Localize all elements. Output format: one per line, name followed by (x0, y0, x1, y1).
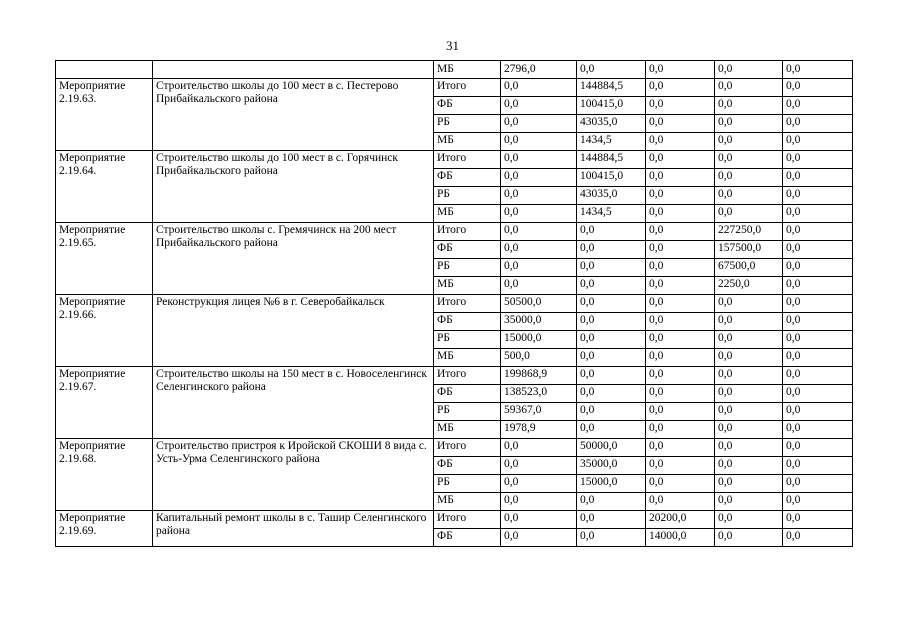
value-cell: 67500,0 (715, 259, 783, 277)
value-cell: 0,0 (715, 79, 783, 97)
value-cell: 0,0 (646, 403, 715, 421)
value-cell: 43035,0 (577, 187, 646, 205)
value-cell: 0,0 (501, 241, 577, 259)
table-row (56, 61, 853, 79)
value-cell: 0,0 (646, 349, 715, 367)
value-cell: 0,0 (715, 331, 783, 349)
value-cell: 0,0 (715, 457, 783, 475)
value-cell: 0,0 (501, 97, 577, 115)
funding-source-cell: Итого (434, 295, 501, 313)
value-cell: 0,0 (577, 295, 646, 313)
value-cell: 0,0 (783, 133, 853, 151)
funding-source-cell: Итого (434, 367, 501, 385)
value-cell: 0,0 (646, 79, 715, 97)
value-cell: 0,0 (715, 475, 783, 493)
value-cell: 0,0 (715, 295, 783, 313)
value-cell: 0,0 (501, 277, 577, 295)
value-cell: 15000,0 (577, 475, 646, 493)
funding-source-cell: РБ (434, 115, 501, 133)
value-cell: 0,0 (783, 169, 853, 187)
value-cell: 0,0 (715, 187, 783, 205)
value-cell: 0,0 (783, 205, 853, 223)
value-cell: 2796,0 (501, 61, 577, 79)
value-cell: 35000,0 (577, 457, 646, 475)
value-cell: 0,0 (646, 169, 715, 187)
value-cell: 0,0 (646, 151, 715, 169)
value-cell: 0,0 (577, 367, 646, 385)
activity-cell (56, 61, 153, 79)
value-cell: 0,0 (783, 439, 853, 457)
funding-source-cell: Итого (434, 223, 501, 241)
value-cell: 0,0 (501, 493, 577, 511)
value-cell: 0,0 (501, 511, 577, 529)
value-cell: 0,0 (646, 421, 715, 439)
value-cell: 0,0 (501, 529, 577, 547)
description-cell: Строительство школы до 100 мест в с. Пестерово Прибайкальского района (153, 79, 434, 151)
value-cell: 1978,9 (501, 421, 577, 439)
activity-cell: Мероприятие 2.19.63. (56, 79, 153, 151)
funding-source-cell: ФБ (434, 529, 501, 547)
table-row (56, 295, 853, 313)
value-cell: 0,0 (783, 151, 853, 169)
page-number: 31 (446, 38, 459, 53)
table-row (56, 367, 853, 385)
value-cell: 199868,9 (501, 367, 577, 385)
value-cell: 0,0 (715, 529, 783, 547)
description-cell: Капитальный ремонт школы в с. Ташир Селенгинского района (153, 511, 434, 547)
value-cell: 14000,0 (646, 529, 715, 547)
value-cell: 0,0 (715, 367, 783, 385)
value-cell: 0,0 (501, 439, 577, 457)
value-cell: 0,0 (577, 421, 646, 439)
value-cell: 0,0 (501, 205, 577, 223)
value-cell: 0,0 (577, 331, 646, 349)
funding-source-cell: ФБ (434, 313, 501, 331)
value-cell: 0,0 (501, 187, 577, 205)
value-cell: 0,0 (646, 493, 715, 511)
description-cell: Строительство школы на 150 мест в с. Новоселенгинск Селенгинского района (153, 367, 434, 439)
value-cell: 144884,5 (577, 151, 646, 169)
value-cell: 0,0 (646, 277, 715, 295)
funding-source-cell: МБ (434, 61, 501, 79)
funding-source-cell: ФБ (434, 385, 501, 403)
value-cell: 0,0 (783, 367, 853, 385)
value-cell: 0,0 (783, 313, 853, 331)
value-cell: 0,0 (783, 61, 853, 79)
activity-cell: Мероприятие 2.19.69. (56, 511, 153, 547)
value-cell: 0,0 (646, 295, 715, 313)
description-cell: Строительство пристроя к Иройской СКОШИ 8 вида с. Усть-Урма Селенгинского района (153, 439, 434, 511)
value-cell: 0,0 (577, 403, 646, 421)
value-cell: 0,0 (501, 223, 577, 241)
value-cell: 0,0 (715, 403, 783, 421)
funding-source-cell: Итого (434, 439, 501, 457)
value-cell: 35000,0 (501, 313, 577, 331)
value-cell: 0,0 (783, 475, 853, 493)
value-cell: 1434,5 (577, 133, 646, 151)
value-cell: 0,0 (715, 511, 783, 529)
value-cell: 0,0 (646, 385, 715, 403)
funding-source-cell: ФБ (434, 97, 501, 115)
value-cell: 20200,0 (646, 511, 715, 529)
activity-cell: Мероприятие 2.19.66. (56, 295, 153, 367)
funding-source-cell: Итого (434, 151, 501, 169)
funding-source-cell: МБ (434, 277, 501, 295)
value-cell: 0,0 (577, 61, 646, 79)
budget-table (55, 60, 853, 547)
value-cell: 0,0 (501, 133, 577, 151)
value-cell: 0,0 (501, 457, 577, 475)
value-cell: 0,0 (783, 187, 853, 205)
value-cell: 0,0 (646, 457, 715, 475)
value-cell: 0,0 (715, 493, 783, 511)
value-cell: 0,0 (783, 295, 853, 313)
value-cell: 0,0 (646, 475, 715, 493)
value-cell: 0,0 (577, 349, 646, 367)
table-row (56, 223, 853, 241)
value-cell: 0,0 (783, 241, 853, 259)
value-cell: 0,0 (577, 511, 646, 529)
value-cell: 0,0 (783, 349, 853, 367)
table-row (56, 511, 853, 529)
value-cell: 50500,0 (501, 295, 577, 313)
value-cell: 0,0 (715, 169, 783, 187)
value-cell: 0,0 (577, 385, 646, 403)
value-cell: 0,0 (715, 205, 783, 223)
value-cell: 0,0 (577, 313, 646, 331)
value-cell: 0,0 (715, 421, 783, 439)
value-cell: 500,0 (501, 349, 577, 367)
value-cell: 0,0 (715, 439, 783, 457)
value-cell: 0,0 (783, 223, 853, 241)
value-cell: 1434,5 (577, 205, 646, 223)
value-cell: 0,0 (783, 259, 853, 277)
value-cell: 0,0 (783, 403, 853, 421)
value-cell: 0,0 (501, 79, 577, 97)
activity-cell: Мероприятие 2.19.68. (56, 439, 153, 511)
activity-cell: Мероприятие 2.19.67. (56, 367, 153, 439)
value-cell: 2250,0 (715, 277, 783, 295)
value-cell: 0,0 (783, 493, 853, 511)
value-cell: 0,0 (715, 385, 783, 403)
value-cell: 0,0 (646, 133, 715, 151)
description-cell (153, 61, 434, 79)
funding-source-cell: ФБ (434, 169, 501, 187)
value-cell: 0,0 (715, 61, 783, 79)
value-cell: 0,0 (715, 349, 783, 367)
value-cell: 0,0 (577, 277, 646, 295)
value-cell: 0,0 (501, 115, 577, 133)
value-cell: 0,0 (577, 259, 646, 277)
funding-source-cell: РБ (434, 187, 501, 205)
funding-source-cell: МБ (434, 205, 501, 223)
funding-source-cell: РБ (434, 403, 501, 421)
value-cell: 0,0 (501, 259, 577, 277)
value-cell: 15000,0 (501, 331, 577, 349)
value-cell: 0,0 (646, 259, 715, 277)
value-cell: 0,0 (646, 367, 715, 385)
value-cell: 0,0 (715, 151, 783, 169)
funding-source-cell: МБ (434, 493, 501, 511)
funding-source-cell: РБ (434, 331, 501, 349)
value-cell: 0,0 (646, 223, 715, 241)
value-cell: 0,0 (783, 277, 853, 295)
value-cell: 227250,0 (715, 223, 783, 241)
value-cell: 43035,0 (577, 115, 646, 133)
value-cell: 0,0 (577, 529, 646, 547)
table-row (56, 439, 853, 457)
activity-cell: Мероприятие 2.19.64. (56, 151, 153, 223)
table-row (56, 79, 853, 97)
value-cell: 0,0 (783, 331, 853, 349)
value-cell: 0,0 (783, 385, 853, 403)
value-cell: 0,0 (577, 493, 646, 511)
funding-source-cell: Итого (434, 79, 501, 97)
value-cell: 100415,0 (577, 169, 646, 187)
value-cell: 0,0 (715, 97, 783, 115)
budget-table-body (56, 61, 853, 547)
value-cell: 0,0 (501, 475, 577, 493)
description-cell: Строительство школы с. Гремячинск на 200 мест Прибайкальского района (153, 223, 434, 295)
value-cell: 0,0 (646, 313, 715, 331)
description-cell: Строительство школы до 100 мест в с. Горячинск Прибайкальского района (153, 151, 434, 223)
funding-source-cell: Итого (434, 511, 501, 529)
activity-cell: Мероприятие 2.19.65. (56, 223, 153, 295)
value-cell: 0,0 (783, 97, 853, 115)
value-cell: 157500,0 (715, 241, 783, 259)
value-cell: 0,0 (646, 439, 715, 457)
value-cell: 0,0 (646, 97, 715, 115)
value-cell: 0,0 (783, 511, 853, 529)
value-cell: 138523,0 (501, 385, 577, 403)
value-cell: 0,0 (783, 421, 853, 439)
value-cell: 0,0 (646, 115, 715, 133)
value-cell: 0,0 (646, 205, 715, 223)
value-cell: 0,0 (783, 79, 853, 97)
description-cell: Реконструкция лицея №6 в г. Северобайкальск (153, 295, 434, 367)
funding-source-cell: ФБ (434, 457, 501, 475)
table-row (56, 151, 853, 169)
value-cell: 0,0 (783, 529, 853, 547)
value-cell: 144884,5 (577, 79, 646, 97)
value-cell: 0,0 (715, 313, 783, 331)
value-cell: 0,0 (646, 61, 715, 79)
value-cell: 0,0 (783, 115, 853, 133)
funding-source-cell: РБ (434, 475, 501, 493)
value-cell: 0,0 (646, 241, 715, 259)
value-cell: 100415,0 (577, 97, 646, 115)
value-cell: 0,0 (783, 457, 853, 475)
value-cell: 0,0 (577, 223, 646, 241)
value-cell: 50000,0 (577, 439, 646, 457)
value-cell: 0,0 (715, 133, 783, 151)
value-cell: 0,0 (646, 187, 715, 205)
funding-source-cell: МБ (434, 349, 501, 367)
funding-source-cell: РБ (434, 259, 501, 277)
value-cell: 0,0 (715, 115, 783, 133)
value-cell: 0,0 (577, 241, 646, 259)
value-cell: 59367,0 (501, 403, 577, 421)
funding-source-cell: МБ (434, 421, 501, 439)
funding-source-cell: МБ (434, 133, 501, 151)
value-cell: 0,0 (501, 169, 577, 187)
value-cell: 0,0 (501, 151, 577, 169)
funding-source-cell: ФБ (434, 241, 501, 259)
value-cell: 0,0 (646, 331, 715, 349)
